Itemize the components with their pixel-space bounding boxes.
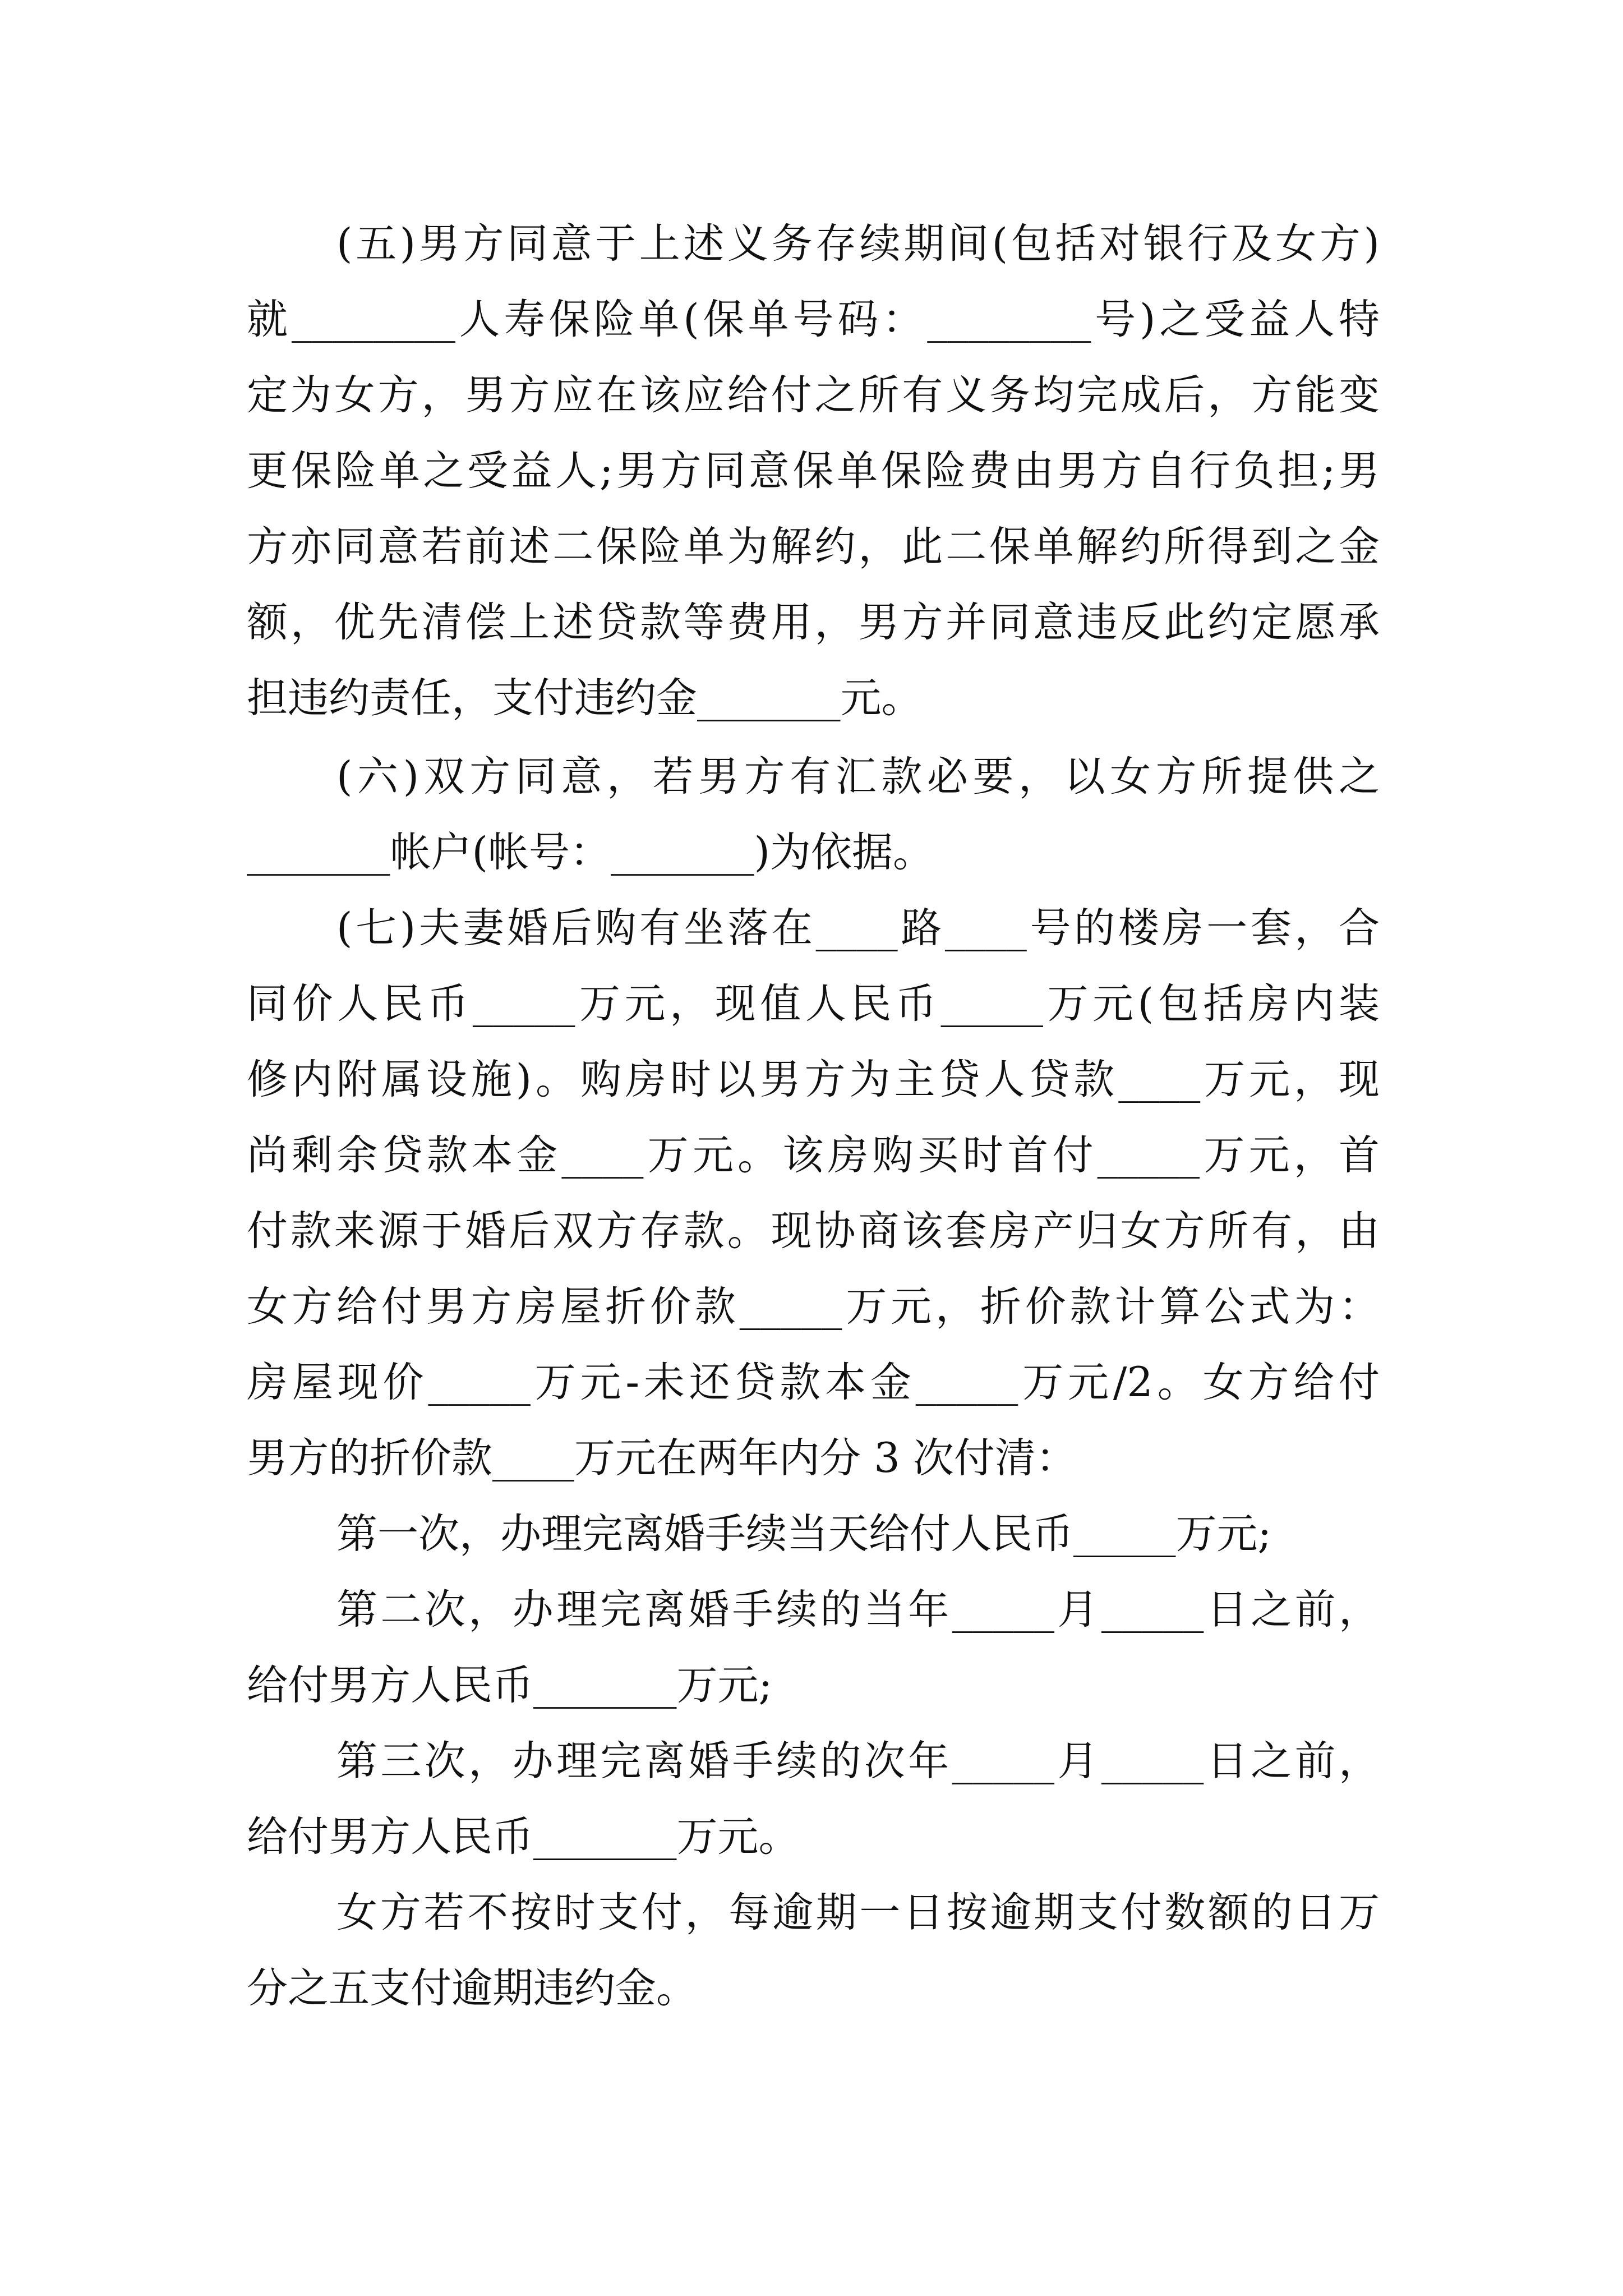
payment-third-line-1: 第三次，办理完离婚手续的次年_____月_____日之前， xyxy=(336,1737,1380,1785)
clause-5-line-4: 更保险单之受益人;男方同意保单保险费由男方自行负担;男 xyxy=(247,447,1380,495)
clause-5-line-6: 额，优先清偿上述贷款等费用，男方并同意违反此约定愿承 xyxy=(247,599,1380,646)
clause-5-line-2: 就________人寿保险单(保单号码：________号)之受益人特 xyxy=(247,296,1380,343)
clause-5-line-7: 担违约责任，支付违约金_______元。 xyxy=(247,674,923,722)
clause-7-line-8: 男方的折价款____万元在两年内分 3 次付清： xyxy=(247,1434,1077,1482)
penalty-line-2: 分之五支付逾期违约金。 xyxy=(247,1964,697,2012)
clause-7-line-3: 修内附属设施)。购房时以男方为主贷人贷款____万元，现 xyxy=(247,1056,1380,1103)
clause-7-line-2: 同价人民币_____万元，现值人民币_____万元(包括房内装 xyxy=(247,980,1380,1028)
penalty-line-1: 女方若不按时支付，每逾期一日按逾期支付数额的日万 xyxy=(336,1889,1380,1936)
payment-first-line: 第一次，办理完离婚手续当天给付人民币_____万元; xyxy=(336,1510,1272,1558)
clause-7-line-7: 房屋现价_____万元-未还贷款本金_____万元/2。女方给付 xyxy=(247,1359,1380,1406)
clause-7-line-5: 付款来源于婚后双方存款。现协商该套房产归女方所有，由 xyxy=(247,1207,1380,1255)
clause-7-line-1: (七)夫妻婚后购有坐落在____路____号的楼房一套，合 xyxy=(336,904,1380,952)
payment-second-line-2: 给付男方人民币_______万元; xyxy=(247,1662,773,1709)
clause-7-line-4: 尚剩余贷款本金____万元。该房购买时首付_____万元，首 xyxy=(247,1131,1380,1179)
payment-third-line-2: 给付男方人民币_______万元。 xyxy=(247,1813,800,1861)
clause-6-line-2: _______帐户(帐号：_______)为依据。 xyxy=(247,829,934,876)
clause-7-line-6: 女方给付男方房屋折价款_____万元，折价款计算公式为： xyxy=(247,1283,1380,1331)
clause-5-line-3: 定为女方，男方应在该应给付之所有义务均完成后，方能变 xyxy=(247,371,1380,419)
payment-second-line-1: 第二次，办理完离婚手续的当年_____月_____日之前， xyxy=(336,1586,1380,1634)
clause-5-line-1: (五)男方同意于上述义务存续期间(包括对银行及女方) xyxy=(336,220,1380,268)
clause-6-line-1: (六)双方同意，若男方有汇款必要，以女方所提供之 xyxy=(336,753,1380,800)
clause-5-line-5: 方亦同意若前述二保险单为解约，此二保单解约所得到之金 xyxy=(247,523,1380,570)
